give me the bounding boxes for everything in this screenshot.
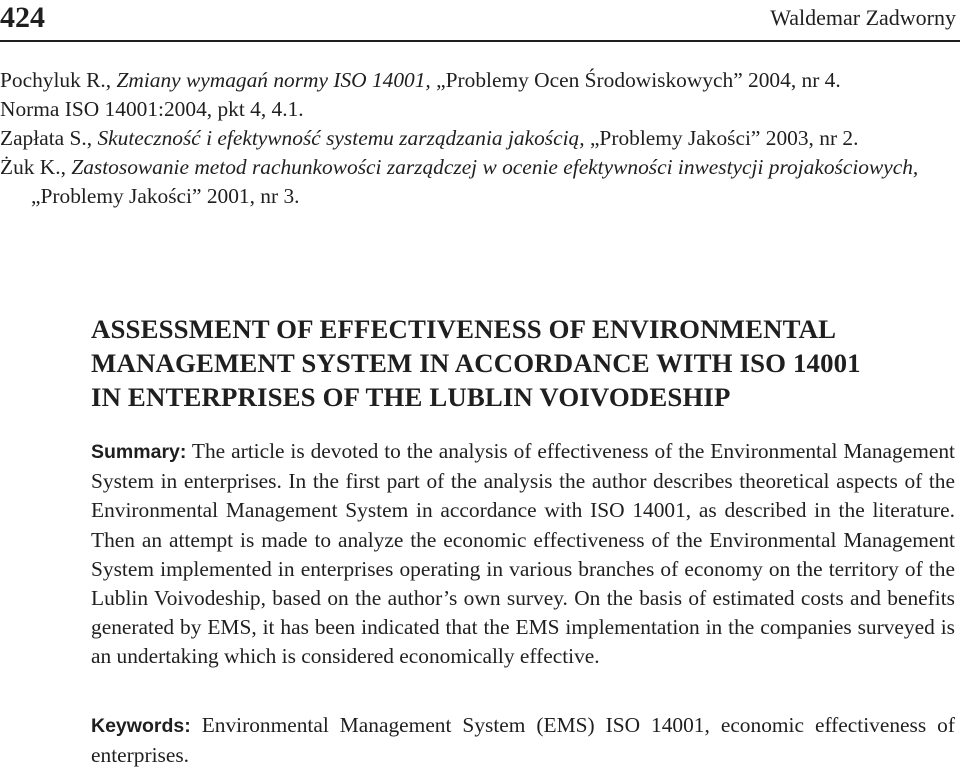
summary-text: The article is devoted to the analysis of effectiveness of the Environmental Management System in enterprises. In the first part of the analysis the author describes theoretical aspects of the Environmental Management System in accordance with ISO 14001, as described in the literature. Then an attempt is made to analyze the economic effectiveness of the Environmental Management System implemented in enterprises operating in various branches of economy on the territory of the Lublin Voivodeship, based on the author’s own survey. On the basis of estimated costs and benefits generated by EMS, it has been indicated that the EMS implementation in the companies surveyed is an undertaking which is considered economically effective. (91, 439, 955, 669)
reference-author: Pochyluk R., (0, 68, 112, 92)
reference-item (0, 66, 958, 95)
article-title (91, 312, 951, 414)
reference-list (0, 66, 958, 211)
header-rule (0, 40, 960, 42)
page-header (0, 0, 960, 40)
running-head-author: Waldemar Zadworny (770, 5, 956, 30)
reference-title: Zastosowanie metod rachunkowości zarządczej w ocenie efektywności inwestycji projakościowych, (71, 155, 919, 179)
keywords-paragraph (91, 711, 955, 770)
title-line: ASSESSMENT OF EFFECTIVENESS OF ENVIRONMENTAL (91, 314, 837, 344)
title-line: MANAGEMENT SYSTEM IN ACCORDANCE WITH ISO 14001 (91, 348, 861, 378)
keywords-text: Environmental Management System (EMS) ISO 14001, economic effectiveness of enterprises. (91, 713, 955, 768)
reference-source: „Problemy Jakości” 2003, nr 2. (589, 126, 859, 150)
summary-paragraph (91, 437, 955, 672)
reference-item (0, 153, 958, 211)
reference-author: Zapłata S., (0, 126, 93, 150)
page-number: 424 (0, 1, 45, 34)
reference-title: Zmiany wymagań normy ISO 14001, (116, 68, 431, 92)
keywords-label: Keywords: (91, 715, 191, 737)
summary-label: Summary: (91, 441, 187, 463)
reference-author: Żuk K., (0, 155, 66, 179)
reference-item (0, 124, 958, 153)
reference-source: „Problemy Jakości” 2001, nr 3. (31, 184, 300, 208)
title-line: IN ENTERPRISES OF THE LUBLIN VOIVODESHIP (91, 382, 731, 412)
reference-item (0, 95, 958, 124)
reference-author: Norma ISO 14001:2004, pkt 4, 4.1. (0, 97, 304, 121)
reference-source: „Problemy Ocen Środowiskowych” 2004, nr 4. (436, 68, 841, 92)
reference-title: Skuteczność i efektywność systemu zarządzania jakością, (97, 126, 585, 150)
